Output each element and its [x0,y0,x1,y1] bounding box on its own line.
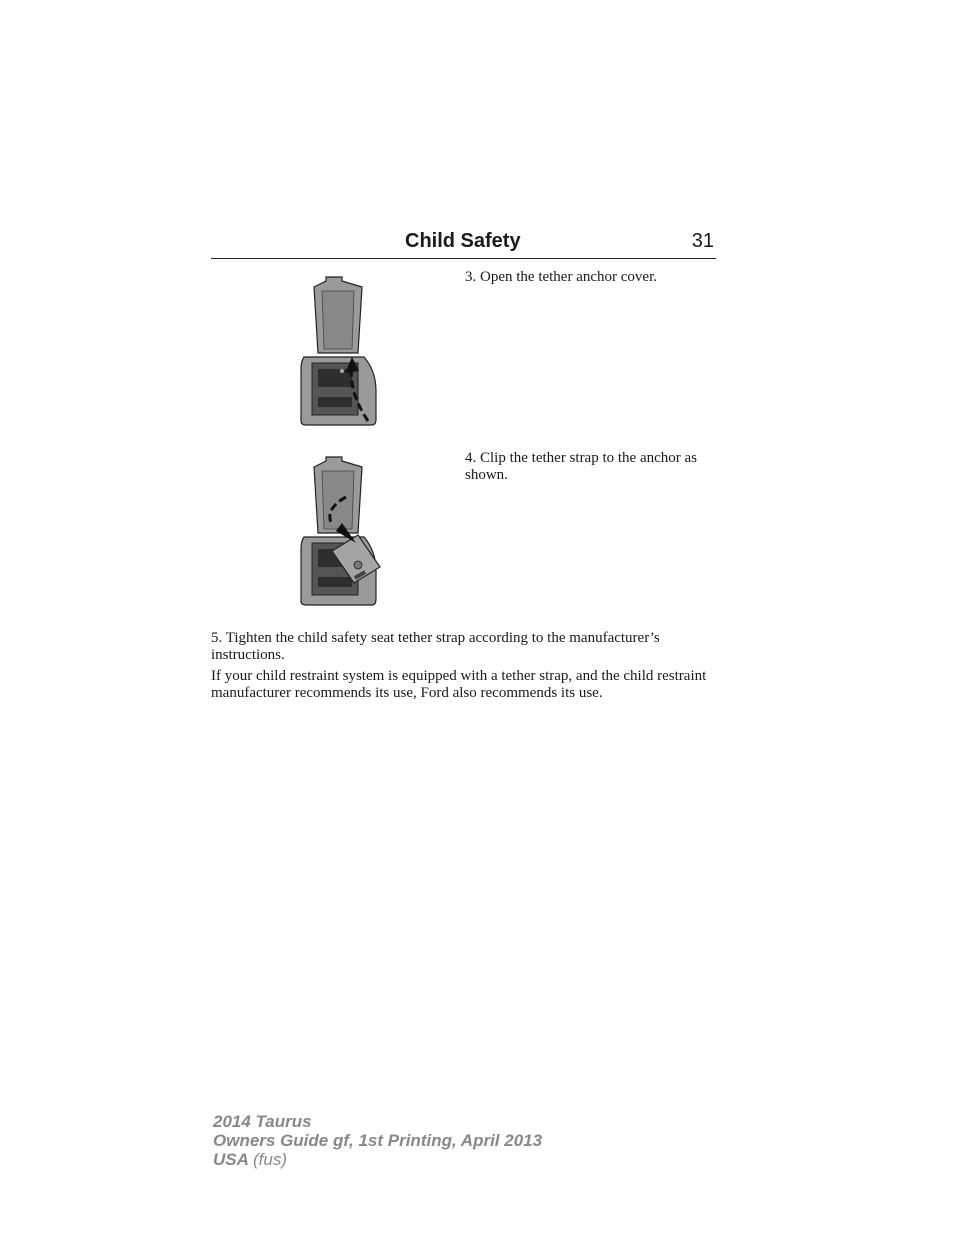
footer-region-name: USA [213,1150,249,1169]
tether-strap-clip-illustration [296,453,386,609]
tether-anchor-cover-open-illustration [296,271,382,429]
page-number: 31 [691,230,714,252]
tether-recommendation-paragraph: If your child restraint system is equipped with a tether strap, and the child restraint manufacturer recommends its use, Ford also recommends its use. [211,668,707,701]
step-5-paragraph: 5. Tighten the child safety seat tether strap according to the manufacturer’s instructions. [211,630,660,663]
footer-model: 2014 Taurus [213,1112,312,1131]
page-footer [213,1112,542,1169]
page-header [211,228,716,259]
step-3-text: 3. Open the tether anchor cover. [465,269,658,285]
footer-region-code: (fus) [253,1150,287,1169]
footer-region [213,1150,542,1169]
step-4-text: 4. Clip the tether strap to the anchor as shown. [465,450,698,483]
section-title: Child Safety [405,230,521,252]
footer-guide-edition: Owners Guide gf, 1st Printing, April 2013 [213,1131,543,1150]
